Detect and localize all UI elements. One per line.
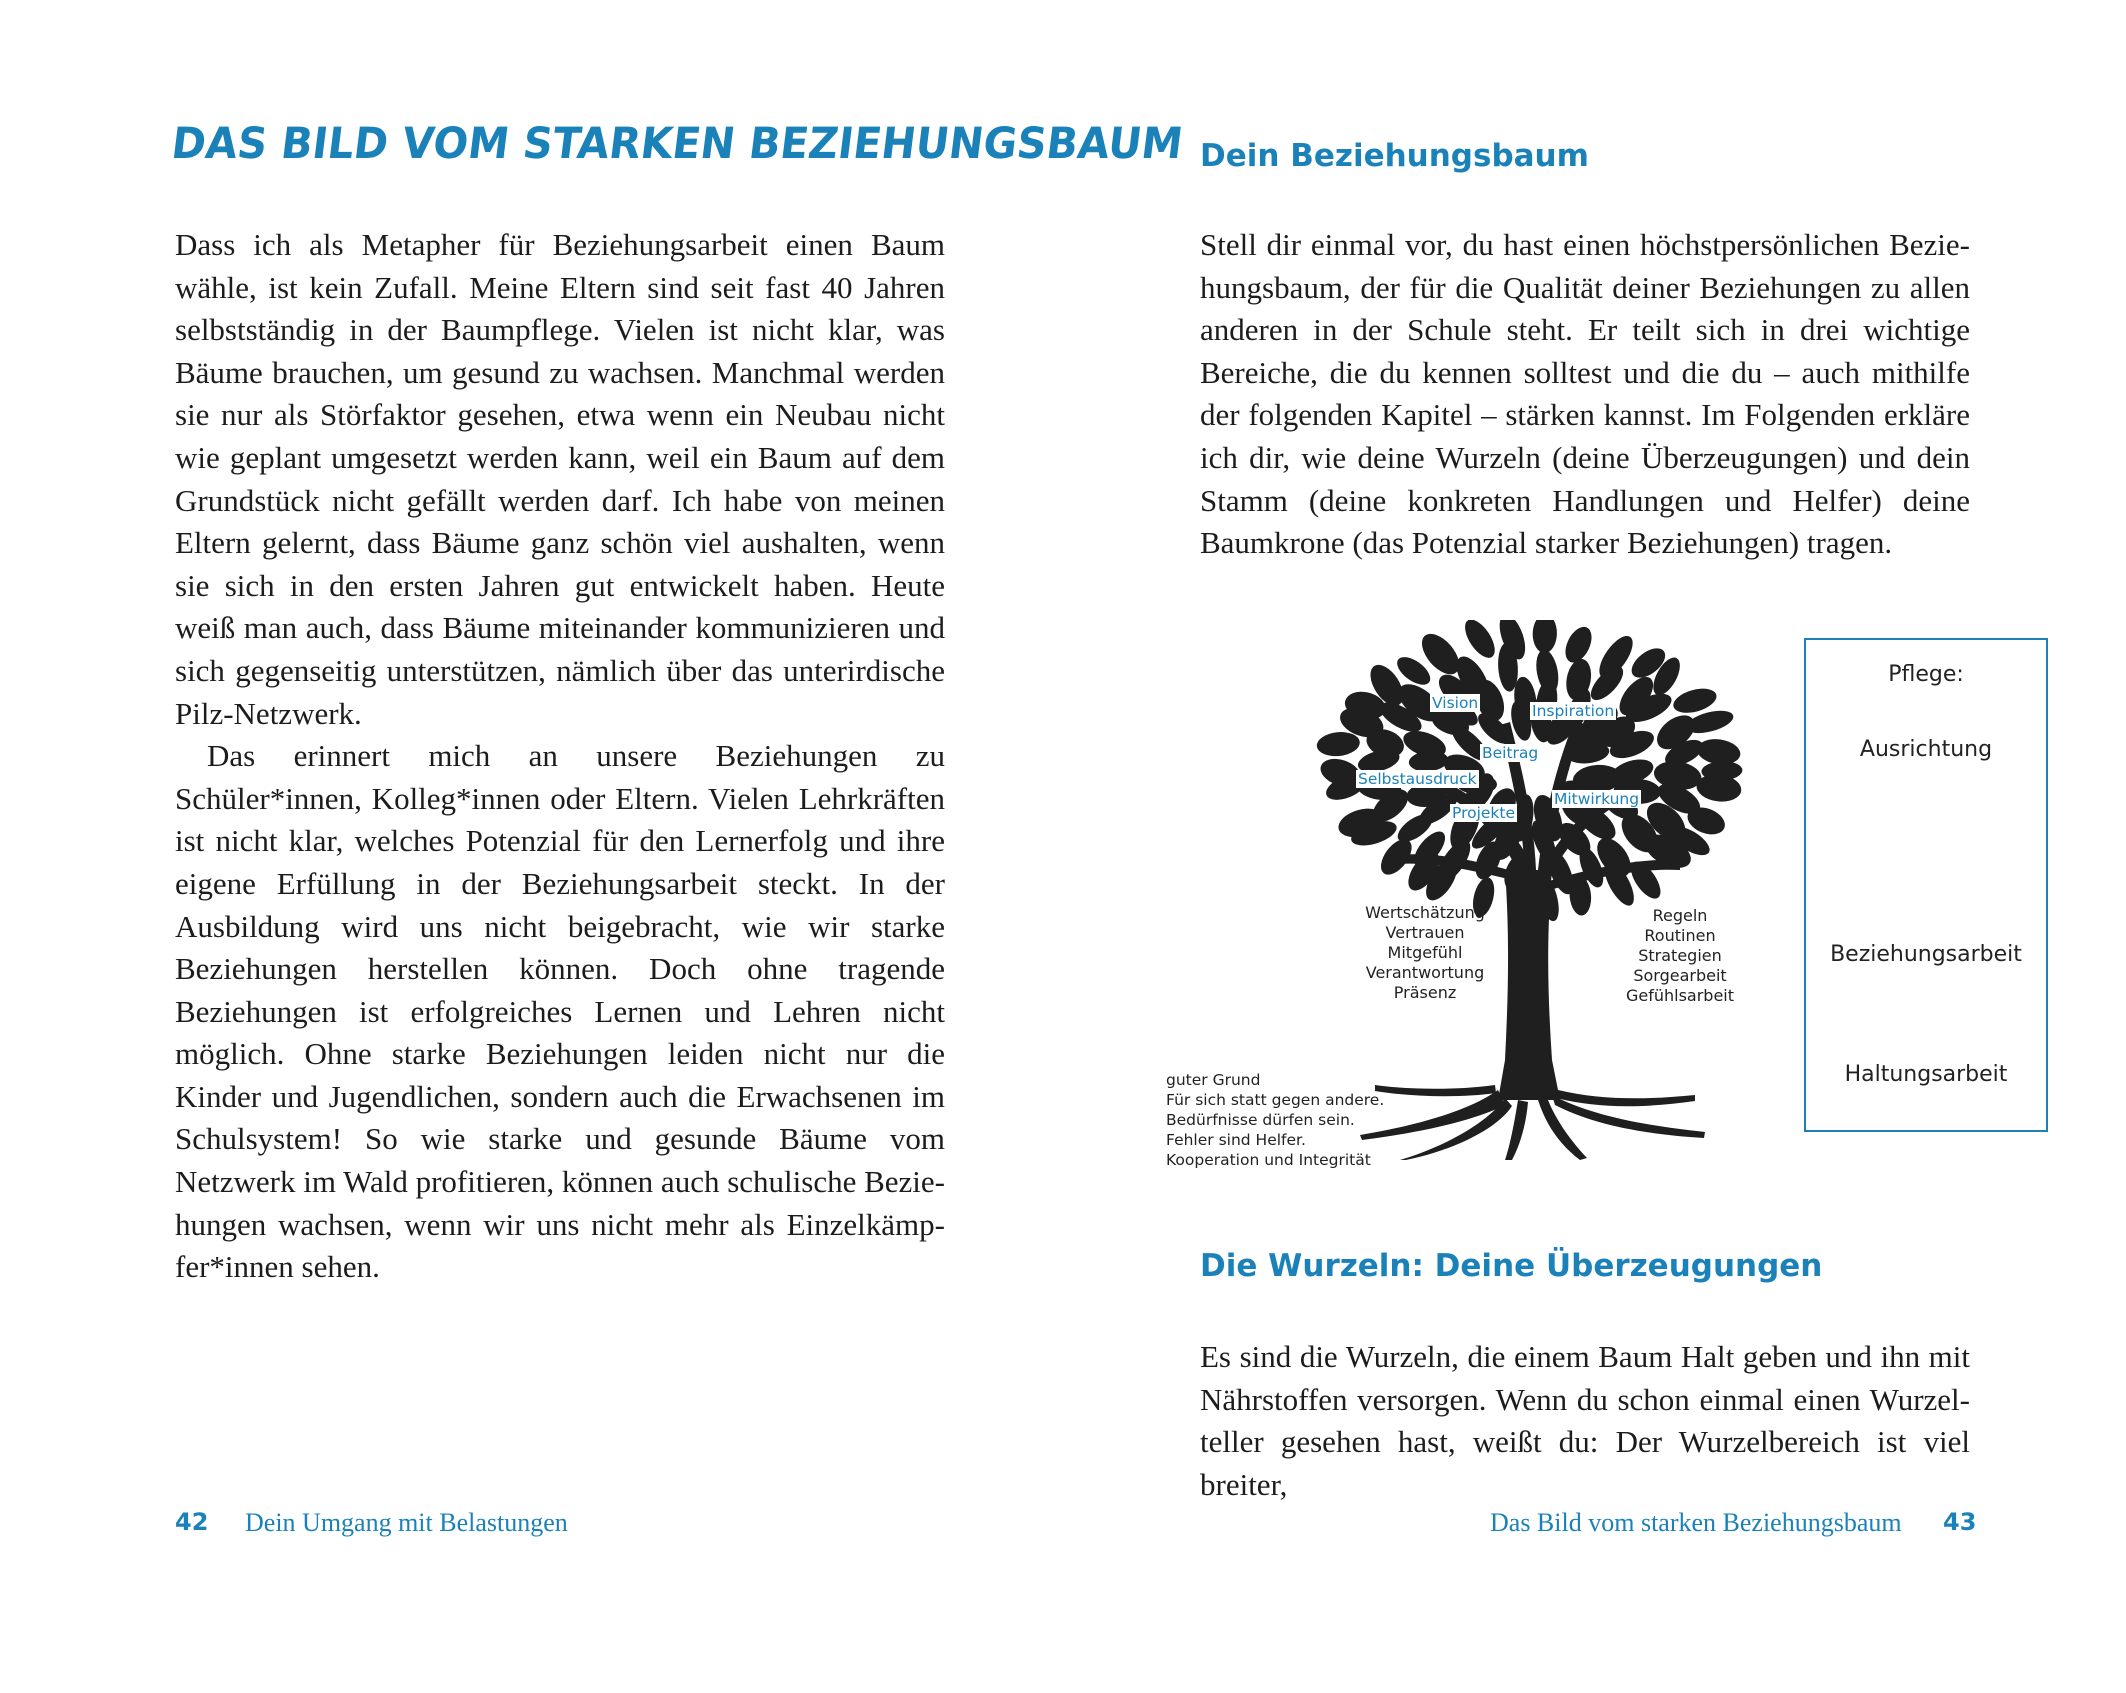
paragraph: Das erinnert mich an unsere Beziehungen zu Schüler*innen, Kolleg*innen oder Eltern. Vielen Lehrkräften ist nicht klar, welches Potenzial für den Lernerfolg und ihre eigene Erfüllung in der Beziehungsarbeit steckt. In der Ausbildung wird uns nicht beigebracht, wie wir starke Beziehungen herstellen können. Doch ohne tragende Beziehungen ist erfolgreiches Lernen und Lehren nicht möglich. Ohne starke Beziehungen leiden nicht nur die Kinder und Jugendlichen, sondern auch die Erwachsenen im Schulsystem! So wie starke und gesunde Bäume vom Netzwerk im Wald profitieren, können auch schulische Beziehungen wachsen, wenn wir uns nicht mehr als Einzelkämpfer*innen sehen.: [175, 738, 945, 1285]
leaf: [1695, 736, 1742, 767]
left-body-text: [175, 224, 945, 1289]
list-item: Strategien: [1638, 946, 1722, 965]
chapter-title: DAS BILD VOM STARKEN BEZIEHUNGSBAUM: [168, 118, 1186, 169]
crown-label-beitrag: Beitrag: [1482, 744, 1539, 762]
crown-label-inspiration: Inspiration: [1532, 702, 1615, 720]
list-item: Kooperation und Integrität: [1166, 1151, 1371, 1169]
running-title-left: Dein Umgang mit Belastungen: [245, 1508, 568, 1537]
list-item: Wertschätzung: [1365, 903, 1485, 922]
trunk-right-list: [1605, 906, 1755, 1006]
care-item-beziehungsarbeit: Beziehungsarbeit: [1830, 942, 2022, 967]
list-item: Bedürfnisse dürfen sein.: [1166, 1111, 1355, 1129]
crown-label-vision: Vision: [1432, 694, 1479, 712]
list-item: Für sich statt gegen andere.: [1166, 1091, 1385, 1109]
care-box-title: Pflege:: [1888, 662, 1964, 687]
crown-label-mitwirkung: Mitwirkung: [1554, 790, 1640, 808]
list-item: guter Grund: [1166, 1071, 1261, 1089]
care-item-ausrichtung: Ausrichtung: [1859, 737, 1993, 762]
leaf: [1532, 620, 1557, 653]
right-body-text-2: [1200, 1336, 1970, 1506]
care-item-haltungsarbeit: Haltungsarbeit: [1844, 1062, 2008, 1087]
list-item: Verantwortung: [1365, 963, 1485, 982]
page-number-left: 42: [175, 1508, 209, 1536]
crown-label-projekte: Projekte: [1452, 804, 1516, 822]
page-number-right: 43: [1943, 1508, 1977, 1536]
paragraph: Stell dir einmal vor, du hast einen höchstpersönlichen Beziehungsbaum, der für die Qualität deiner Beziehungen zu allen anderen in der Schule steht. Er teilt sich in drei wichtige Bereiche, die du kennen solltest und die du – auch mithilfe der folgenden Kapitel – stärken kannst. Im Folgenden erkläre ich dir, wie deine Wurzeln (deine Überzeugungen) und dein Stamm (deine konkreten Handlungen und Helfer) deine Baumkrone (das Potenzial starker Beziehungen) tragen.: [1200, 227, 1970, 561]
paragraph: Dass ich als Metapher für Beziehungsarbeit einen Baum wähle, ist kein Zufall. Meine Eltern sind seit fast 40 Jahren selbstständig in der Baumpflege. Vielen ist nicht klar, was Bäume brauchen, um gesund zu wachsen. Manchmal werden sie nur als Störfaktor gesehen, etwa wenn ein Neubau nicht wie geplant umgesetzt werden kann, weil ein Baum auf dem Grundstück nicht gefällt werden darf. Ich habe von meinen Eltern gelernt, dass Bäume ganz schön viel aushalten, wenn sie sich in den ersten Jahren gut entwickelt haben. Heute weiß man auch, dass Bäume miteinander kommunizieren und sich gegenseitig unterstützen, nämlich über das unterirdische Pilz-Netzwerk.: [175, 227, 945, 731]
list-item: Mitgefühl: [1387, 943, 1463, 962]
section-heading-beziehungsbaum: Dein Beziehungsbaum: [1200, 138, 1589, 174]
list-item: Routinen: [1644, 926, 1716, 945]
list-item: Regeln: [1652, 906, 1708, 925]
care-box: [1804, 638, 2048, 1132]
list-item: Vertrauen: [1385, 923, 1465, 942]
section-heading-wurzeln: Die Wurzeln: Deine Überzeugungen: [1200, 1248, 1823, 1284]
paragraph: Es sind die Wurzeln, die einem Baum Halt geben und ihn mit Nährstoffen versorgen. Wenn du schon einmal einen Wurzelteller gesehen hast, weißt du: Der Wurzelbereich ist viel breiter,: [1200, 1339, 1970, 1502]
crown-label-selbstausdruck: Selbstausdruck: [1358, 770, 1477, 788]
ground-list: [1166, 1070, 1384, 1170]
list-item: Gefühlsarbeit: [1625, 986, 1735, 1005]
list-item: Fehler sind Helfer.: [1166, 1131, 1306, 1149]
list-item: Präsenz: [1393, 983, 1457, 1002]
trunk-left-list: [1330, 903, 1520, 1003]
list-item: Sorgearbeit: [1633, 966, 1727, 985]
right-body-text-1: [1200, 224, 1970, 565]
leaf: [1459, 620, 1500, 663]
running-title-right: Das Bild vom starken Beziehungsbaum: [1490, 1508, 1902, 1537]
leaf: [1316, 730, 1361, 758]
